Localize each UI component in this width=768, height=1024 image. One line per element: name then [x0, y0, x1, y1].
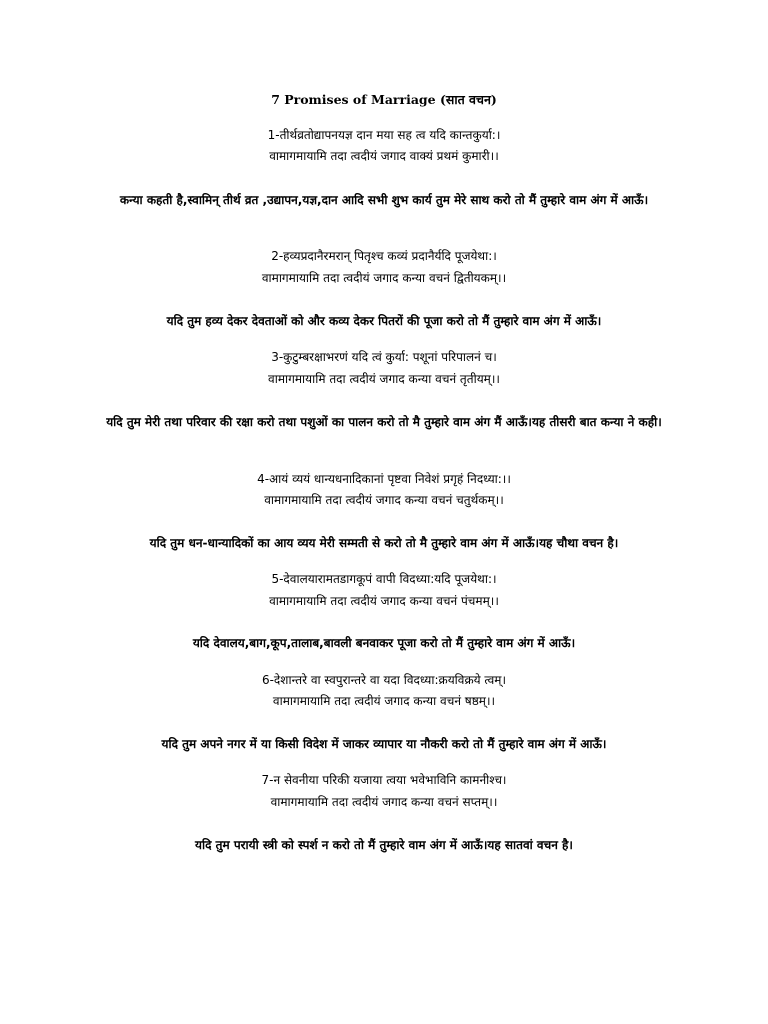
vow-5-shloka-line-2: वामागमायामि तदा त्वदीयं जगाद कन्या वचनं पंचमम्।। [269, 594, 499, 608]
vow-3-shloka-line-2: वामागमायामि तदा त्वदीयं जगाद कन्या वचनं तृतीयम्।। [268, 372, 500, 386]
vow-4-shloka-line-2: वामागमायामि तदा त्वदीयं जगाद कन्या वचनं चतुर्थकम्।। [264, 493, 504, 507]
vow-4-shloka-line-1: 4-आयं व्ययं धान्यधनादिकानां पृष्टवा निवेशं प्रगृहं निदध्या:।। [257, 472, 511, 486]
vow-1-meaning: कन्या कहती है,स्वामिन् तीर्थ व्रत ,उद्यापन,यज्ञ,दान आदि सभी शुभ कार्य तुम मेरे साथ करो तो मैं तुम्हारे वाम अंग में आऊँ। [119, 193, 649, 207]
vow-1-shloka-line-1: 1-तीर्थव्रतोद्यापनयज्ञ दान मया सह त्व यदि कान्तकुर्या:। [267, 128, 501, 142]
vow-3-shloka-line-1: 3-कुटुम्बरक्षाभरणं यदि त्वं कुर्या: पशूनां परिपालनं च। [271, 350, 497, 364]
vow-2-shloka-line-1: 2-हव्यप्रदानैरमरान् पितृश्च कव्यं प्रदानैर्यदि पूजयेथा:। [271, 249, 497, 263]
document-page [60, 0, 708, 1024]
vow-2-shloka-line-2: वामागमायामि तदा त्वदीयं जगाद कन्या वचनं द्वितीयकम्।। [261, 271, 507, 285]
vow-7-meaning: यदि तुम परायी स्त्री को स्पर्श न करो तो मैं तुम्हारे वाम अंग में आऊँ।यह सातवां वचन है। [195, 838, 573, 852]
vow-4-meaning: यदि तुम धन-धान्यादिकों का आय व्यय मेरी सम्मती से करो तो मै तुम्हारे वाम अंग में आऊँ।यह चौथा वचन है। [149, 536, 619, 550]
vow-5-shloka-line-1: 5-देवालयारामतडागकूपं वापी विदध्या:यदि पूजयेथा:। [271, 572, 497, 586]
vow-3-meaning: यदि तुम मेरी तथा परिवार की रक्षा करो तथा पशुओं का पालन करो तो मै तुम्हारे वाम अंग मैं आऊँ।यह तीसरी बात कन्या ने कही। [106, 415, 662, 429]
vow-6-meaning: यदि तुम अपने नगर में या किसी विदेश में जाकर व्यापार या नौकरी करो तो मैं तुम्हारे वाम अंग में आऊँ। [161, 737, 607, 751]
vow-7-shloka-line-1: 7-न सेवनीया परिकी यजाया त्वया भवेभाविनि कामनीश्च। [261, 773, 507, 787]
vow-1-shloka-line-2: वामागमायामि तदा त्वदीयं जगाद वाक्यं प्रथमं कुमारी।। [269, 149, 499, 163]
vow-5-meaning: यदि देवालय,बाग,कूप,तालाब,बावली बनवाकर पूजा करो तो मैं तुम्हारे वाम अंग में आऊँ। [192, 636, 576, 650]
vow-2-meaning: यदि तुम हव्य देकर देवताओं को और कव्य देकर पितरों की पूजा करो तो मैं तुम्हारे वाम अंग में आऊँ। [166, 314, 602, 328]
vow-7-shloka-line-2: वामागमायामि तदा त्वदीयं जगाद कन्या वचनं सप्तम्।। [270, 795, 498, 809]
document-title: 7 Promises of Marriage (सात वचन) [271, 92, 497, 107]
vow-6-shloka-line-2: वामागमायामि तदा त्वदीयं जगाद कन्या वचनं षष्ठम्।। [272, 694, 496, 708]
vow-6-shloka-line-1: 6-देशान्तरे वा स्वपुरान्तरे वा यदा विदध्या:क्रयविक्रये त्वम्। [261, 673, 507, 687]
